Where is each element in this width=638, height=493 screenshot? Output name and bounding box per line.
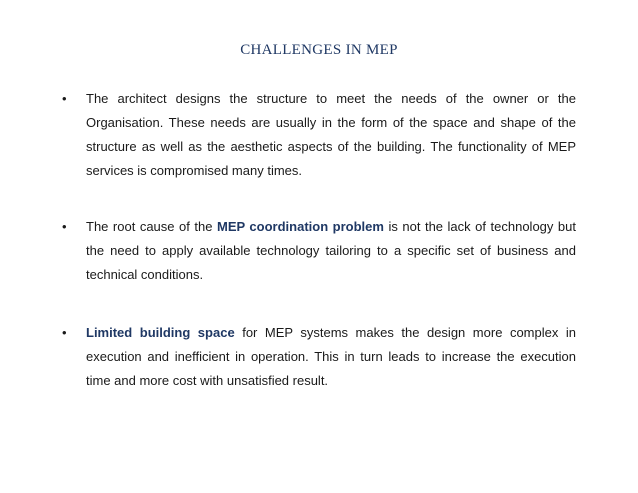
bullet-text-plain: is not the lack of technology but the need to apply available technology tailoring to a specific set of business and technical conditions. — [86, 219, 576, 282]
slide-title: CHALLENGES IN MEP — [240, 42, 398, 58]
bullet-text-plain: The root cause of the — [86, 219, 217, 234]
bullet-text — [86, 321, 576, 393]
bullet-icon: • — [62, 91, 67, 106]
bullet-text-plain: for MEP systems makes the design more complex in execution and inefficient in operation. This in turn leads to increase the execution time and more cost with unsatisfied result. — [86, 325, 576, 388]
bullet-text — [86, 215, 576, 287]
bullet-text — [86, 87, 576, 183]
bullet-icon: • — [62, 219, 67, 234]
bullet-text-plain: The architect designs the structure to meet the needs of the owner or the Organisation. These needs are usually in the form of the space and shape of the structure as well as the aesthetic aspects of the building. The functionality of MEP services is compromised many times. — [86, 91, 576, 178]
bullet-text-emphasis: Limited building space — [86, 325, 235, 340]
bullet-text-emphasis: MEP coordination problem — [216, 219, 384, 234]
bullet-icon: • — [62, 325, 67, 340]
